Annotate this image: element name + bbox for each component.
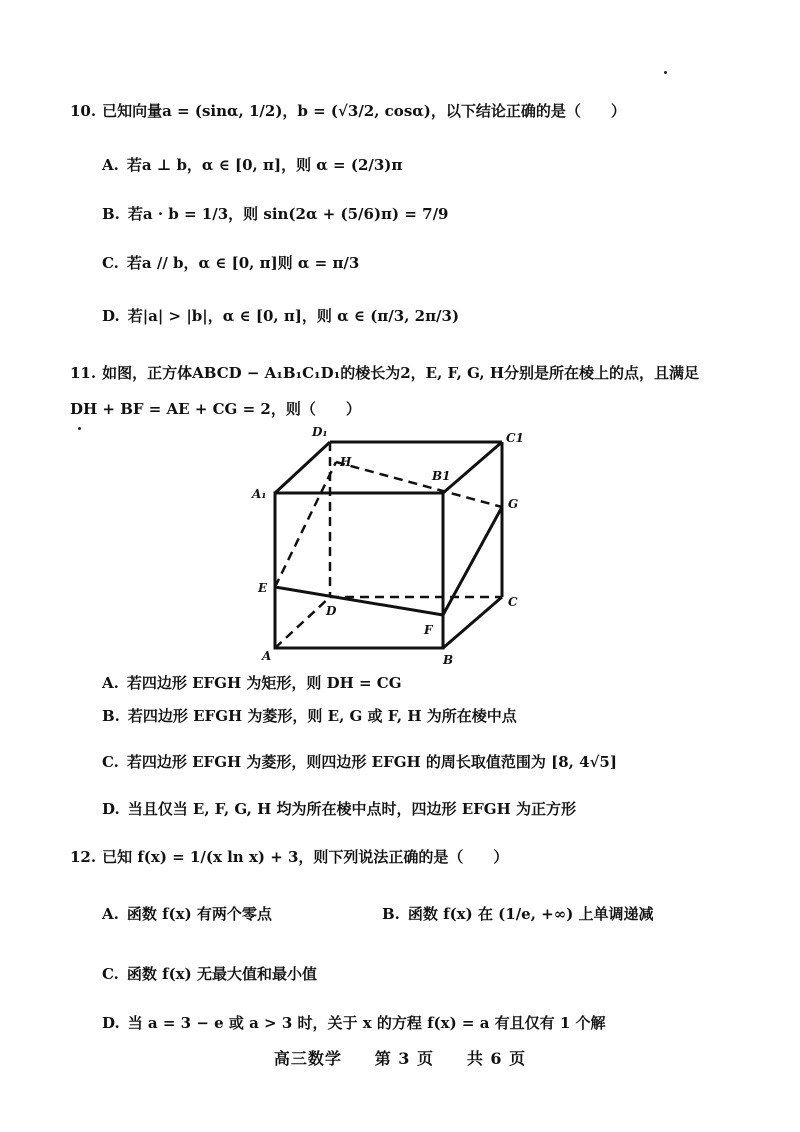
segment-f-g	[443, 507, 502, 615]
q10-option-a: A. 若a ⊥ b，α ∈ [0, π]，则 α = (2/3)π	[102, 156, 403, 174]
label-h: H	[340, 455, 352, 469]
edge-b-c	[443, 597, 502, 648]
label-d1: D₁	[312, 425, 328, 439]
q10-option-b: B. 若a · b = 1/3，则 sin(2α + (5/6)π) = 7/9	[102, 205, 449, 223]
page-footer	[0, 1046, 800, 1069]
q11-option-a: A. 若四边形 EFGH 为矩形，则 DH = CG	[102, 674, 402, 692]
q12-option-a: A. 函数 f(x) 有两个零点	[102, 905, 272, 923]
edge-b1-c1	[443, 442, 502, 493]
scan-speck	[664, 71, 667, 74]
q12-number: 12.	[70, 848, 97, 866]
edge-a1-d1	[275, 442, 330, 493]
footer-total: 共 6 页	[466, 1049, 527, 1068]
label-c: C	[508, 595, 518, 609]
q10-stem-text: 已知向量a = (sinα, 1/2)，b = (√3/2, cosα)，以下结论正确的是（ ）	[102, 102, 626, 120]
q12-option-b: B. 函数 f(x) 在 (1/e, +∞) 上单调递减	[382, 905, 654, 923]
label-a1: A₁	[252, 487, 267, 501]
label-a: A	[262, 649, 272, 663]
q12-stem	[70, 846, 508, 867]
q11-number: 11.	[70, 364, 97, 382]
q10-option-d: D. 若|a| > |b|，α ∈ [0, π]，则 α ∈ (π/3, 2π/3)	[102, 307, 460, 325]
footer-page: 第 3 页	[374, 1049, 434, 1068]
label-b: B	[443, 653, 454, 667]
q12-option-c: C. 函数 f(x) 无最大值和最小值	[102, 965, 317, 983]
q12-stem-text: 已知 f(x) = 1/(x ln x) + 3，则下列说法正确的是（ ）	[102, 848, 509, 866]
q12-option-d: D. 当 a = 3 − e 或 a > 3 时，关于 x 的方程 f(x) = a 有且仅有 1 个解	[102, 1014, 606, 1032]
scan-speck	[78, 427, 81, 430]
segment-h-g	[336, 462, 502, 507]
q11-option-b: B. 若四边形 EFGH 为菱形，则 E, G 或 F, H 为所在棱中点	[102, 707, 517, 725]
segment-e-f	[275, 587, 443, 615]
label-d: D	[326, 604, 337, 618]
q11-option-c: C. 若四边形 EFGH 为菱形，则四边形 EFGH 的周长取值范围为 [8, 4√5]	[102, 753, 617, 771]
label-e: E	[258, 581, 268, 595]
edge-a-d	[275, 597, 330, 648]
q10-option-c: C. 若a // b，α ∈ [0, π]则 α = π/3	[102, 254, 360, 272]
q10-stem	[70, 100, 626, 121]
q10-number: 10.	[70, 102, 97, 120]
q11-stem	[70, 362, 699, 383]
cube-front-face	[275, 493, 443, 648]
footer-subject: 高三数学	[273, 1049, 342, 1068]
segment-e-h	[275, 462, 336, 587]
label-b1: B1	[432, 469, 451, 483]
q11-stem-text: 如图，正方体ABCD − A₁B₁C₁D₁的棱长为2，E, F, G, H分别是所在棱上的点，且满足	[102, 364, 699, 382]
label-f: F	[424, 623, 433, 637]
q11-option-d: D. 当且仅当 E, F, G, H 均为所在棱中点时，四边形 EFGH 为正方形	[102, 800, 577, 818]
label-g: G	[508, 497, 519, 511]
label-c1: C1	[506, 431, 524, 445]
q11-stem-line2: DH + BF = AE + CG = 2，则（ ）	[70, 400, 361, 418]
